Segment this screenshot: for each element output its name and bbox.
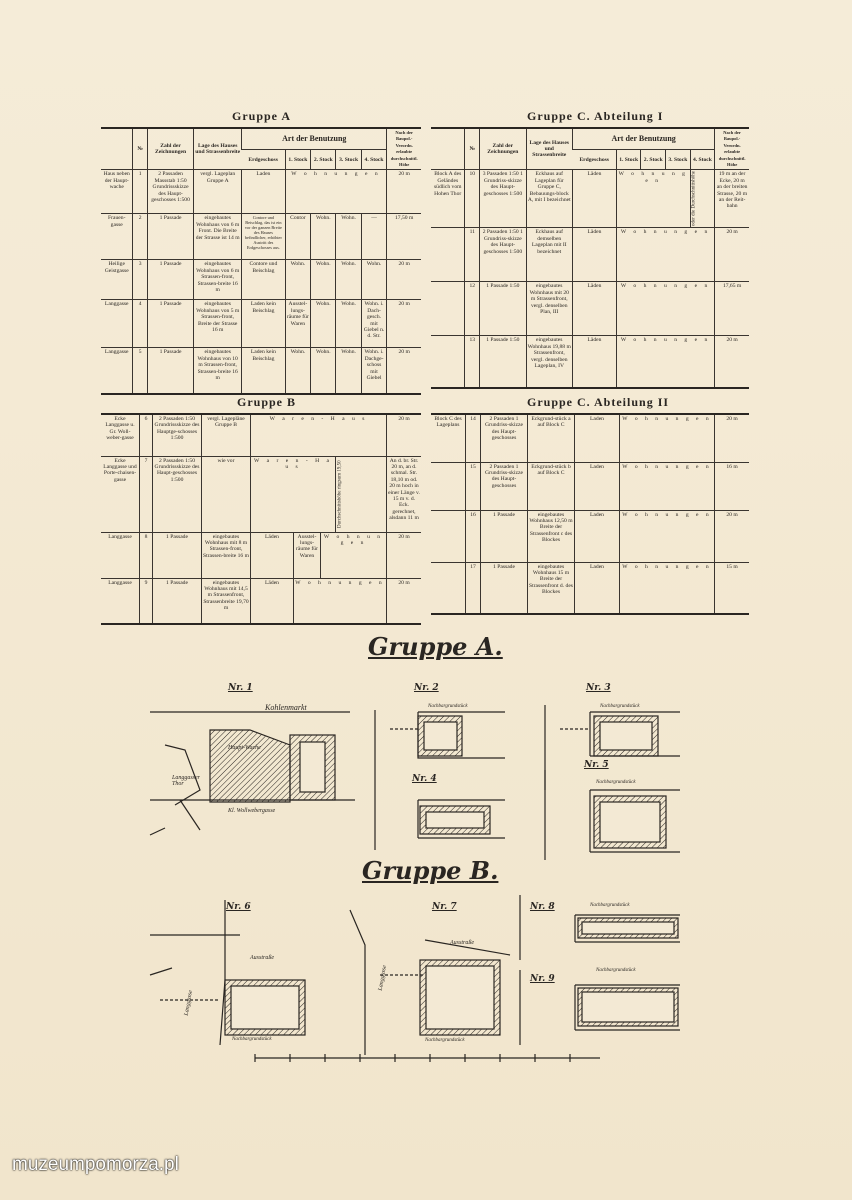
cell-s3: Wohn. [336, 348, 361, 394]
cell-hoehe: 15 m [715, 562, 750, 614]
cell-s3: Wohn. [336, 300, 361, 348]
cell-nr: 3 [133, 260, 147, 300]
cell-name: Langgasse [101, 348, 133, 394]
cell-use: W o h n u n g e n [321, 532, 387, 578]
cell-zahl: 1 Passade [481, 510, 528, 562]
cell-erd: Laden kein Beischlag [242, 300, 285, 348]
cell-zahl: 3 Passaden 1:50 1 Grundriss-skizze des Haupt-geschosses 1:500 [480, 170, 526, 228]
street-kohlenmarkt: Kohlenmarkt [265, 703, 307, 712]
cell-name: Block C des Lageplans [431, 414, 466, 462]
cell-erd: Läden [251, 578, 294, 624]
col-lage: Lage des Hauses und Strassenbreite [194, 128, 242, 170]
cell-hoehe: 20 m [715, 510, 750, 562]
cell-zahl: 2 Passaden 1:50 Grundrissskizze des Haupt-geschosses 1:500 [153, 456, 202, 532]
cell-nr: 1 [133, 170, 147, 214]
col-hoehe: Nach der Baupol.-Verordn. erlaubte durchschnittl. Höhe [715, 128, 749, 170]
cell-s2: Wohn. [311, 348, 336, 394]
col-erd: Erdgeschoss [573, 150, 617, 170]
cell-lage: eingebautes Wohnhaus mit 20 m Strassenfront, vergl. denselben Plan, III [526, 282, 573, 336]
cell-zahl: 1 Passade [147, 260, 193, 300]
cell-lage: eingebautes Wohnhaus von 10 m Strassen-front, Strassen-breite 16 m [194, 348, 242, 394]
cell-lage: Eckgrund-stück a auf Block C [528, 414, 575, 462]
cell-lage: eingebautes Wohnhaus von 6 m Front. Die Breite der Strasse ist 14 m [194, 214, 242, 260]
label-nachbar: Nachbargrundstück [232, 1037, 272, 1042]
plans-group-b-title: Gruppe B. [362, 856, 499, 885]
cell-use: W o h n u n g e n [294, 578, 387, 624]
col-s2: 2. Stock [641, 150, 666, 170]
cell-use: W a r e n - H a u s [251, 414, 387, 456]
title-group-c1: Gruppe C. Abteilung I [527, 109, 664, 123]
cell-s4: Wohn. [361, 260, 387, 300]
cell-nr: 12 [465, 282, 480, 336]
label-nachbar: Nachbargrundstück [596, 968, 636, 973]
cell-lage: eingebautes Wohnhaus mit 14,5 m Strassenfront, Strassenbreite 19,70 m [202, 578, 251, 624]
plan-label-8: Nr. 8 [530, 902, 555, 912]
cell-erd: Laden kein Beischlag [242, 348, 285, 394]
cell-hoehe: 20 m [715, 228, 749, 282]
cell-name: Langgasse [101, 300, 133, 348]
cell-lage: Eckgrund-stück b auf Block C [528, 462, 575, 510]
label-nachbar: Nachbargrundstück [428, 704, 468, 709]
cell-s3: Wohn. [336, 214, 361, 260]
cell-nr: 16 [466, 510, 481, 562]
cell-zahl: 2 Passaden Massstab 1:50 Grundrissskizze des Haupt-geschosses 1:500 [147, 170, 193, 214]
cell-nr: 5 [133, 348, 147, 394]
cell-erd: Läden [573, 228, 617, 282]
cell-lage: eingebautes Wohnhaus 15 m Breite der Strassenfront d. des Blockes [528, 562, 575, 614]
cell-vertical-note: Durchschnittshöhe ringsum 19,50 [336, 456, 387, 532]
cell-erd: Laden [575, 510, 620, 562]
plan-label-4: Nr. 4 [412, 774, 437, 784]
col-s2: 2. Stock [311, 150, 336, 170]
cell-hoehe: 16 m [715, 462, 750, 510]
col-zahl: Zahl der Zeichnungen [480, 128, 526, 170]
cell-lage: Eckhaus auf demselben Lageplan mit II bezeichnet [526, 228, 573, 282]
cell-lage: vergl. Lagepläne Gruppe B [202, 414, 251, 456]
cell-use: W o h n u n g e n [616, 170, 690, 228]
title-group-b: Gruppe B [237, 395, 297, 409]
cell-erd: Contore und Beischlag [242, 260, 285, 300]
cell-lage: eingebautes Wohnhaus von 6 m Strassen-front, Strassen-breite 16 m [194, 260, 242, 300]
cell-erd: Läden [573, 336, 617, 388]
cell-use: W o h n u n g e n [620, 414, 715, 462]
street-langgasser-thor: Langgasser Thor [172, 775, 201, 787]
cell-nr: 4 [133, 300, 147, 348]
plan-label-7: Nr. 7 [432, 902, 457, 912]
label-nachbar: Nachbargrundstück [596, 780, 636, 785]
cell-zahl: 1 Passade 1:50 [480, 282, 526, 336]
col-s1: 1. Stock [285, 150, 311, 170]
plan-label-9: Nr. 9 [530, 974, 555, 984]
cell-nr: 14 [466, 414, 481, 462]
cell-nr: 8 [140, 532, 153, 578]
cell-use: W o h n u n g e n [616, 228, 714, 282]
cell-hoehe: 17,50 m [387, 214, 421, 260]
cell-zahl: 1 Passade [147, 214, 193, 260]
watermark-text: muzeumpomorza.pl [12, 1154, 179, 1175]
col-nr: № [133, 128, 147, 170]
plan-label-2: Nr. 2 [414, 683, 439, 693]
cell-s4: — [361, 214, 387, 260]
cell-zahl: 2 Passaden 1:50 Grundrissskizze des Hauptge-schosses 1:500 [153, 414, 202, 456]
col-erd: Erdgeschoss [242, 150, 285, 170]
cell-zahl: 2 Passaden 1 Grundriss-skizze des Haupt-geschosses [481, 462, 528, 510]
label-nachbar: Nachbargrundstück [425, 1038, 465, 1043]
cell-hoehe: 17,65 m [715, 282, 749, 336]
cell-nr: 2 [133, 214, 147, 260]
plan-label-5: Nr. 5 [584, 760, 609, 770]
cell-erd: Läden [251, 532, 294, 578]
cell-name: Ecke Langgasse und Porte-chaisen-gasse [101, 456, 140, 532]
cell-nr: 10 [465, 170, 480, 228]
cell-name: Langgasse [101, 532, 140, 578]
cell-erd: Laden [575, 414, 620, 462]
cell-hoehe: 20 m [387, 578, 422, 624]
col-art: Art der Benutzung [242, 128, 387, 150]
col-s3: 3. Stock [666, 150, 691, 170]
title-group-a: Gruppe A [232, 109, 292, 123]
cell-nr: 15 [466, 462, 481, 510]
cell-name: Frauen-gasse [101, 214, 133, 260]
col-lage: Lage des Hauses und Strassenbreite [526, 128, 573, 170]
col-s3: 3. Stock [336, 150, 361, 170]
cell-s1: Wohn. [285, 348, 311, 394]
street-langgasse: Langgasse [183, 989, 195, 1017]
cell-lage: wie vor [202, 456, 251, 532]
cell-s1: Ausstel-lungs-räume für Waren [294, 532, 321, 578]
cell-hoehe: 20 m [387, 348, 421, 394]
plans-group-a-title: Gruppe A. [368, 632, 503, 661]
cell-zahl: 1 Passade [153, 578, 202, 624]
title-group-c2: Gruppe C. Abteilung II [527, 395, 670, 409]
plan-label-6: Nr. 6 [226, 902, 251, 912]
cell-hoehe: 20 m [387, 260, 421, 300]
cell-s2: Wohn. [311, 300, 336, 348]
cell-zahl: 1 Passade 1:50 [480, 336, 526, 388]
cell-s1: Wohn. [285, 260, 311, 300]
cell-zahl: 1 Passade [147, 300, 193, 348]
cell-erd: Läden [573, 282, 617, 336]
cell-name: Heilige Geistgasse [101, 260, 133, 300]
cell-name: Ecke Langgasse u. Gr. Woll-weber-gasse [101, 414, 140, 456]
cell-nr: 11 [465, 228, 480, 282]
cell-lage: eingebautes Wohnhaus von 5 m Strassen-front, Breite der Strasse 16 m [194, 300, 242, 348]
cell-hoehe: 20 m [387, 414, 422, 456]
cell-name: Haus neben der Haupt-wache [101, 170, 133, 214]
cell-use: W a r e n - H a u s [251, 456, 336, 532]
cell-s1: Contor [285, 214, 311, 260]
cell-use: W o h n u n g e n [616, 282, 714, 336]
col-nr: № [465, 128, 480, 170]
cell-name: Langgasse [101, 578, 140, 624]
cell-use: W o h n u n g e n [616, 336, 714, 388]
cell-hoehe: 20 m [387, 170, 421, 214]
cell-erd: Laden [575, 562, 620, 614]
cell-hoehe: 20 m [387, 300, 421, 348]
street-wollwebergasse: Kl. Wollwebergasse [228, 808, 276, 814]
cell-hoehe: 20 m [715, 336, 749, 388]
cell-s2: Wohn. [311, 260, 336, 300]
cell-hoehe: 20 m [387, 532, 422, 578]
cell-nr: 7 [140, 456, 153, 532]
col-zahl: Zahl der Zeichnungen [147, 128, 193, 170]
cell-erd: Läden [573, 170, 617, 228]
cell-hoehe: 20 m [715, 414, 750, 462]
cell-use: W o h n u n g e n [620, 562, 715, 614]
label-nachbar: Nachbargrundstück [590, 903, 630, 908]
plan-label-1: Nr. 1 [228, 683, 253, 693]
cell-zahl: 2 Passaden 1 Grundriss-skizze des Haupt-geschosses [481, 414, 528, 462]
cell-s4: Wohn. i. Dachge-schoss mit Giebel [361, 348, 387, 394]
cell-lage: eingebautes Wohnhaus 19,88 m Strassenfront, vergl. denselben Lageplan, IV [526, 336, 573, 388]
cell-name: Block A des Geländes südlich vom Hohen Thor [431, 170, 465, 228]
col-hoehe: Nach der Baupol.-Verordn. erlaubte durchschnittl. Höhe [387, 128, 421, 170]
cell-nr: 13 [465, 336, 480, 388]
cell-s4: Wohn. i. Dach-gesch. mit Giebel n. d. Str. [361, 300, 387, 348]
col-s4: 4. Stock [690, 150, 715, 170]
col-art: Art der Benutzung [573, 128, 715, 150]
label-nachbar: Nachbargrundstück [600, 704, 640, 709]
cell-lage: Eckhaus auf Lageplan für Gruppe C, Bebauungs-block A, mit I bezeichnet [526, 170, 573, 228]
cell-use: W o h n u n g e n [620, 462, 715, 510]
building-hauptwache: Haupt-Wache [228, 745, 261, 751]
cell-zahl: 1 Passade [147, 348, 193, 394]
cell-s3: Wohn. [336, 260, 361, 300]
cell-vertical-note: oder die Durchschnittshöhe [690, 170, 715, 228]
street-langgasse: Langgasse [377, 964, 389, 992]
cell-hoehe: An d. br. Str. 20 m, an d. schmal. Str. 18,10 m od. 20 m hoch in einer Länge v. 15 m v. d. Eck. gerechnet, alsdann 11 m [387, 456, 422, 532]
col-s4: 4. Stock [361, 150, 387, 170]
cell-use: W o h n u n g e n [620, 510, 715, 562]
cell-zahl: 2 Passaden 1:50 1 Grundriss-skizze des Haupt-geschosses 1:500 [480, 228, 526, 282]
col-s1: 1. Stock [616, 150, 641, 170]
street-ausstrasse: Ausstraße [450, 940, 474, 946]
cell-nr: 9 [140, 578, 153, 624]
street-ausstrasse: Ausstraße [250, 955, 274, 961]
cell-zahl: 1 Passade [153, 532, 202, 578]
cell-s2: Wohn. [311, 214, 336, 260]
cell-erd: Contore und Beischlag, das ist ein vor der ganzen Breite des Hauses befindlicher, erhöhter Austritt des Erdgeschosses aus. [242, 214, 285, 260]
cell-lage: vergl. Lageplan Gruppe A [194, 170, 242, 214]
cell-hoehe: 19 m an der Ecke, 20 m an der breiten Strasse, 20 m an der Reit-bahn [715, 170, 749, 228]
cell-s1: Ausstel-lungs-räume für Waren [285, 300, 311, 348]
cell-lage: eingebautes Wohnhaus 12,50 m Breite der Strassenfront c des Blockes [528, 510, 575, 562]
cell-erd: Laden [242, 170, 285, 214]
cell-erd: Laden [575, 462, 620, 510]
cell-lage: eingebautes Wohnhaus mit 8 m Strassen-front, Strassen-breite 16 m [202, 532, 251, 578]
cell-nr: 17 [466, 562, 481, 614]
cell-nr: 6 [140, 414, 153, 456]
plan-label-3: Nr. 3 [586, 683, 611, 693]
cell-zahl: 1 Passade [481, 562, 528, 614]
cell-use: W o h n u n g e n [285, 170, 387, 214]
